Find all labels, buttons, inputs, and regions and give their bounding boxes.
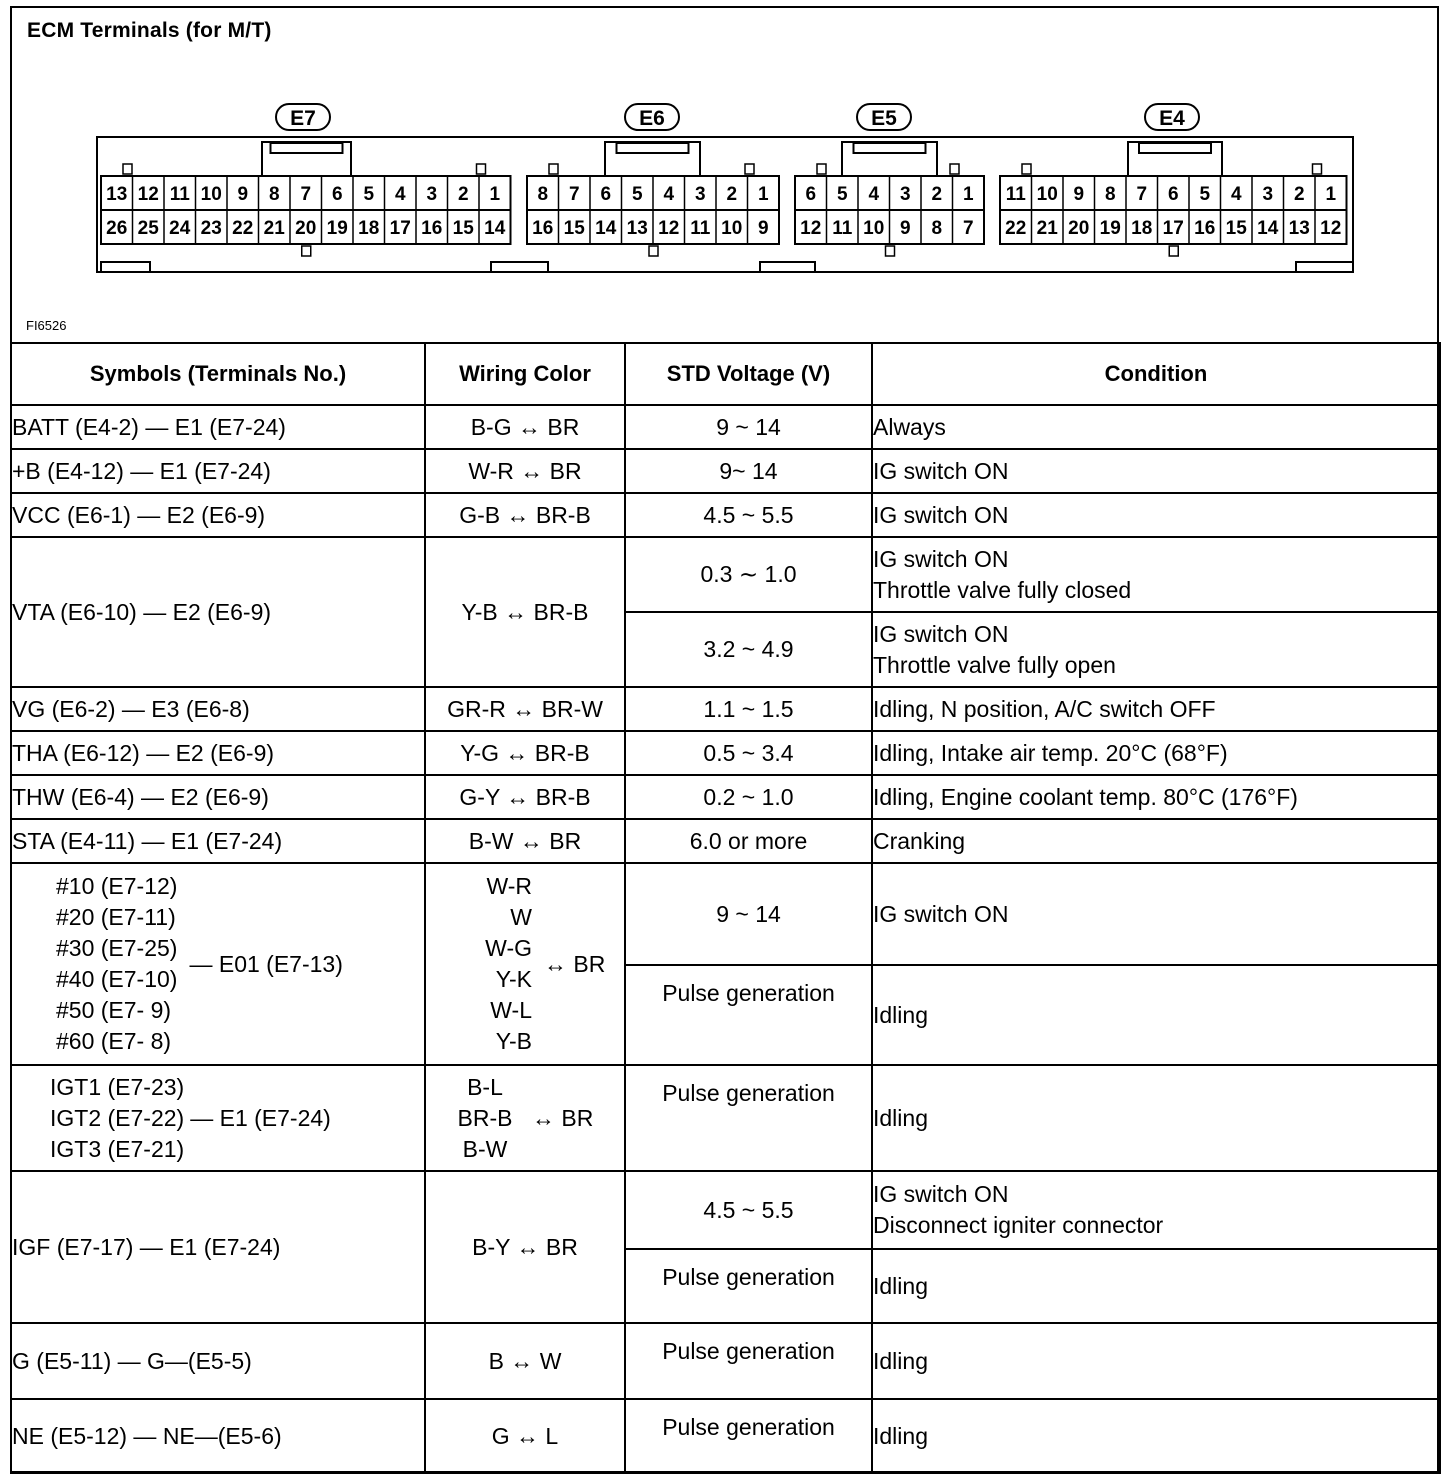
voltage-cell: Pulse generation [625, 1399, 872, 1473]
voltage-cell: 1.1 ~ 1.5 [625, 687, 872, 731]
pin-e7-14: 14 [484, 218, 506, 239]
condition-cell: IG switch ON [872, 449, 1440, 493]
header-wiring-color: Wiring Color [425, 343, 625, 405]
pin-e4-11: 11 [1005, 184, 1026, 205]
pin-e5-7: 7 [962, 218, 974, 239]
pin-e7-17: 17 [389, 218, 411, 239]
connector-label-e6: E6 [639, 107, 665, 130]
ecu-housing [97, 137, 1353, 272]
pin-e7-10: 10 [200, 184, 222, 205]
pin-e5-12: 12 [800, 218, 822, 239]
condition-cell: Idling, N position, A/C switch OFF [872, 687, 1440, 731]
symbol-cell: STA (E4-11) — E1 (E7-24) [11, 819, 425, 863]
pin-e6-3: 3 [694, 184, 706, 205]
injector-wire: W-R [486, 873, 532, 899]
injector-symbol: #10 (E7-12) [56, 873, 178, 899]
pin-e7-8: 8 [268, 184, 280, 205]
pin-e6-7: 7 [568, 184, 580, 205]
connectors-layer [101, 104, 1353, 272]
pin-e4-18: 18 [1131, 218, 1153, 239]
pin-e7-18: 18 [358, 218, 380, 239]
table-row [11, 687, 1440, 731]
pin-e7-5: 5 [363, 184, 375, 205]
connector-label-e5: E5 [871, 107, 897, 130]
pin-e7-26: 26 [106, 218, 128, 239]
symbol-cell: +B (E4-12) — E1 (E7-24) [11, 449, 425, 493]
locator-square [302, 246, 311, 256]
pin-e4-20: 20 [1068, 218, 1090, 239]
symbol-cell: THW (E6-4) — E2 (E6-9) [11, 775, 425, 819]
symbol-cell: IGF (E7-17) — E1 (E7-24) [11, 1171, 425, 1323]
pin-e7-23: 23 [200, 218, 222, 239]
voltage-cell: Pulse generation [625, 1065, 872, 1171]
injector-common: — E01 (E7-13) [189, 950, 343, 977]
pin-e7-21: 21 [263, 218, 285, 239]
pin-e6-5: 5 [631, 184, 643, 205]
pin-e4-4: 4 [1230, 184, 1242, 205]
locator-square [886, 246, 895, 256]
condition-line: Disconnect igniter connector [873, 1212, 1164, 1238]
terminal-spec-table [10, 342, 1441, 1474]
locator-square [1169, 246, 1178, 256]
pin-e4-9: 9 [1073, 184, 1085, 205]
pin-e6-14: 14 [595, 218, 617, 239]
voltage-cell: 3.2 ~ 4.9 [625, 612, 872, 687]
pin-e7-12: 12 [137, 184, 159, 205]
locator-square [950, 164, 959, 174]
condition-cell: IG switch ON [872, 493, 1440, 537]
pin-e5-6: 6 [805, 184, 817, 205]
pin-e4-19: 19 [1099, 218, 1121, 239]
connector-diagram [0, 0, 1456, 340]
connector-key-tab [1128, 142, 1222, 176]
page-title: ECM Terminals (for M/T) [27, 19, 272, 42]
pin-e4-1: 1 [1325, 184, 1337, 205]
injector-symbol: #50 (E7- 9) [56, 997, 172, 1023]
pin-e4-14: 14 [1257, 218, 1279, 239]
table-row [11, 1323, 1440, 1399]
condition-cell: Idling [872, 1065, 1440, 1171]
pin-e4-13: 13 [1288, 218, 1310, 239]
connector-label-e4: E4 [1159, 107, 1185, 130]
condition-line: IG switch ON [873, 1181, 1009, 1207]
pin-e7-15: 15 [452, 218, 474, 239]
voltage-cell: 6.0 or more [625, 819, 872, 863]
igt-wire: B-L [467, 1073, 503, 1100]
igt-wire-common: ↔ BR [532, 1104, 594, 1131]
injector-wire: W-G [485, 935, 532, 961]
voltage-cell: Pulse generation [625, 1323, 872, 1399]
injector-wire-common: ↔ BR [544, 950, 606, 977]
voltage-cell: 0.2 ~ 1.0 [625, 775, 872, 819]
symbol-cell: BATT (E4-2) — E1 (E7-24) [11, 405, 425, 449]
pin-e7-9: 9 [237, 184, 249, 205]
injector-symbol: #20 (E7-11) [56, 904, 176, 930]
pin-e4-15: 15 [1225, 218, 1247, 239]
condition-cell: Idling [872, 965, 1440, 1065]
pin-e6-15: 15 [563, 218, 585, 239]
connector-key-tab [842, 142, 937, 176]
condition-cell: Idling, Engine coolant temp. 80°C (176°F) [872, 775, 1440, 819]
pin-e5-5: 5 [836, 184, 848, 205]
voltage-cell: 9~ 14 [625, 449, 872, 493]
igt-symbol: IGT1 (E7-23) [50, 1073, 185, 1100]
condition-line: Throttle valve fully closed [873, 576, 1132, 603]
figure-code: FI6526 [26, 318, 67, 333]
pin-e7-25: 25 [137, 218, 159, 239]
pin-e5-11: 11 [832, 218, 853, 239]
pin-e5-8: 8 [931, 218, 943, 239]
pin-e5-3: 3 [899, 184, 911, 205]
pin-e5-10: 10 [863, 218, 885, 239]
wiring-cell: W-R ↔ BR [425, 449, 625, 493]
connector-latch [854, 143, 926, 153]
pin-e4-16: 16 [1194, 218, 1216, 239]
condition-line: Throttle valve fully open [873, 651, 1116, 678]
igt-common: — E1 (E7-24) [190, 1104, 331, 1131]
pin-e7-19: 19 [326, 218, 348, 239]
pin-e4-3: 3 [1262, 184, 1274, 205]
locator-square [745, 164, 754, 174]
pin-e5-1: 1 [962, 184, 974, 205]
locator-square [649, 246, 658, 256]
pin-e7-1: 1 [489, 184, 501, 205]
table-row [11, 819, 1440, 863]
condition-cell: Idling, Intake air temp. 20°C (68°F) [872, 731, 1440, 775]
pin-e7-24: 24 [169, 218, 191, 239]
condition-cell: Idling [872, 1249, 1440, 1323]
pin-e4-10: 10 [1036, 184, 1058, 205]
table-row [11, 449, 1440, 493]
igt-wiring-cell [425, 1065, 625, 1171]
condition-cell: Idling [872, 1323, 1440, 1399]
pin-e6-13: 13 [626, 218, 648, 239]
locator-square [1022, 164, 1031, 174]
connector-label-e7: E7 [290, 107, 316, 130]
wiring-cell: G-Y ↔ BR-B [425, 775, 625, 819]
symbol-cell: VCC (E6-1) — E2 (E6-9) [11, 493, 425, 537]
pin-e6-6: 6 [600, 184, 612, 205]
wiring-cell: B ↔ W [425, 1323, 625, 1399]
voltage-cell: 4.5 ~ 5.5 [625, 493, 872, 537]
locator-square [817, 164, 826, 174]
locator-square [477, 164, 486, 174]
connector-key-tab [605, 142, 700, 176]
locator-square [549, 164, 558, 174]
pin-e6-11: 11 [690, 218, 711, 239]
condition-line: IG switch ON [873, 545, 1009, 572]
pin-e6-4: 4 [663, 184, 675, 205]
pin-e5-4: 4 [868, 184, 880, 205]
voltage-cell: Pulse generation [625, 1249, 872, 1323]
injector-wire: Y-B [495, 1028, 532, 1054]
wiring-cell: GR-R ↔ BR-W [425, 687, 625, 731]
locator-square [123, 164, 132, 174]
condition-cell [872, 537, 1440, 612]
injector-wire: Y-K [495, 966, 532, 992]
symbol-cell: G (E5-11) — G—(E5-5) [11, 1323, 425, 1399]
igt-symbol: IGT2 (E7-22) [50, 1104, 185, 1131]
pin-e4-7: 7 [1136, 184, 1148, 205]
pin-e7-3: 3 [426, 184, 438, 205]
wiring-cell: B-Y ↔ BR [425, 1171, 625, 1323]
housing-foot [760, 262, 815, 272]
igt-symbols-cell [11, 1065, 425, 1171]
condition-cell: IG switch ON [872, 863, 1440, 965]
symbol-cell: NE (E5-12) — NE—(E5-6) [11, 1399, 425, 1473]
connector-latch [617, 143, 689, 153]
pin-e7-2: 2 [457, 184, 469, 205]
pin-e5-2: 2 [931, 184, 943, 205]
locator-square [1313, 164, 1322, 174]
igt-symbol: IGT3 (E7-21) [50, 1135, 185, 1162]
symbol-cell: VG (E6-2) — E3 (E6-8) [11, 687, 425, 731]
table-row [11, 537, 1440, 612]
condition-cell: Idling [872, 1399, 1440, 1473]
housing-foot [1296, 262, 1353, 272]
injector-wire: W-L [490, 997, 532, 1023]
condition-cell: Cranking [872, 819, 1440, 863]
pin-e7-20: 20 [295, 218, 317, 239]
condition-cell [872, 612, 1440, 687]
igt-wire: B-W [462, 1135, 508, 1162]
pin-e4-17: 17 [1162, 218, 1184, 239]
injector-symbol: #40 (E7-10) [56, 966, 178, 992]
igt-wire: BR-B [457, 1104, 513, 1131]
pin-e4-21: 21 [1036, 218, 1058, 239]
voltage-cell: Pulse generation [625, 965, 872, 1065]
pin-e6-10: 10 [721, 218, 743, 239]
pin-e6-8: 8 [537, 184, 549, 205]
pin-e7-7: 7 [300, 184, 312, 205]
voltage-cell: 4.5 ~ 5.5 [625, 1171, 872, 1249]
table-row [11, 493, 1440, 537]
table-row [11, 775, 1440, 819]
pin-e4-2: 2 [1293, 184, 1305, 205]
connector-latch [1139, 143, 1211, 153]
voltage-cell: 0.3 ∼ 1.0 [625, 537, 872, 612]
symbol-cell: THA (E6-12) — E2 (E6-9) [11, 731, 425, 775]
pin-e5-9: 9 [899, 218, 911, 239]
table-row [11, 1399, 1440, 1473]
pin-e6-2: 2 [726, 184, 738, 205]
table-row [11, 1065, 1440, 1171]
injector-symbols-cell [11, 863, 425, 1065]
wiring-cell: G ↔ L [425, 1399, 625, 1473]
table-row [11, 405, 1440, 449]
pin-e4-12: 12 [1320, 218, 1342, 239]
wiring-cell: B-G ↔ BR [425, 405, 625, 449]
header-std-voltage: STD Voltage (V) [625, 343, 872, 405]
voltage-cell: 9 ~ 14 [625, 863, 872, 965]
pin-e7-22: 22 [232, 218, 254, 239]
housing-foot [491, 262, 548, 272]
injector-symbol: #60 (E7- 8) [56, 1028, 172, 1054]
injector-wire: W [510, 904, 532, 930]
pin-e7-11: 11 [169, 184, 190, 205]
voltage-cell: 9 ~ 14 [625, 405, 872, 449]
pin-e4-6: 6 [1167, 184, 1179, 205]
pin-e4-5: 5 [1199, 184, 1211, 205]
connector-latch [271, 143, 343, 153]
table-row [11, 863, 1440, 965]
connector-key-tab [262, 142, 351, 176]
table-row [11, 731, 1440, 775]
wiring-cell: Y-B ↔ BR-B [425, 537, 625, 687]
housing-foot [101, 262, 150, 272]
header-condition: Condition [872, 343, 1440, 405]
table-header-row [11, 343, 1440, 405]
pin-e7-16: 16 [421, 218, 443, 239]
symbol-cell: VTA (E6-10) — E2 (E6-9) [11, 537, 425, 687]
wiring-cell: B-W ↔ BR [425, 819, 625, 863]
header-symbols: Symbols (Terminals No.) [11, 343, 425, 405]
pin-e4-8: 8 [1104, 184, 1116, 205]
wiring-cell: G-B ↔ BR-B [425, 493, 625, 537]
pin-e7-6: 6 [331, 184, 343, 205]
wiring-cell: Y-G ↔ BR-B [425, 731, 625, 775]
pin-e7-4: 4 [394, 184, 406, 205]
injector-symbol: #30 (E7-25) [56, 935, 178, 961]
table-row [11, 1171, 1440, 1249]
pin-e4-22: 22 [1005, 218, 1027, 239]
condition-cell: Always [872, 405, 1440, 449]
condition-line: IG switch ON [873, 620, 1009, 647]
pin-e6-16: 16 [532, 218, 554, 239]
voltage-cell: 0.5 ~ 3.4 [625, 731, 872, 775]
pin-e6-12: 12 [658, 218, 680, 239]
condition-cell [872, 1171, 1440, 1249]
pin-e6-9: 9 [757, 218, 769, 239]
pin-e6-1: 1 [757, 184, 769, 205]
pin-e7-13: 13 [106, 184, 128, 205]
injector-wiring-cell [425, 863, 625, 1065]
